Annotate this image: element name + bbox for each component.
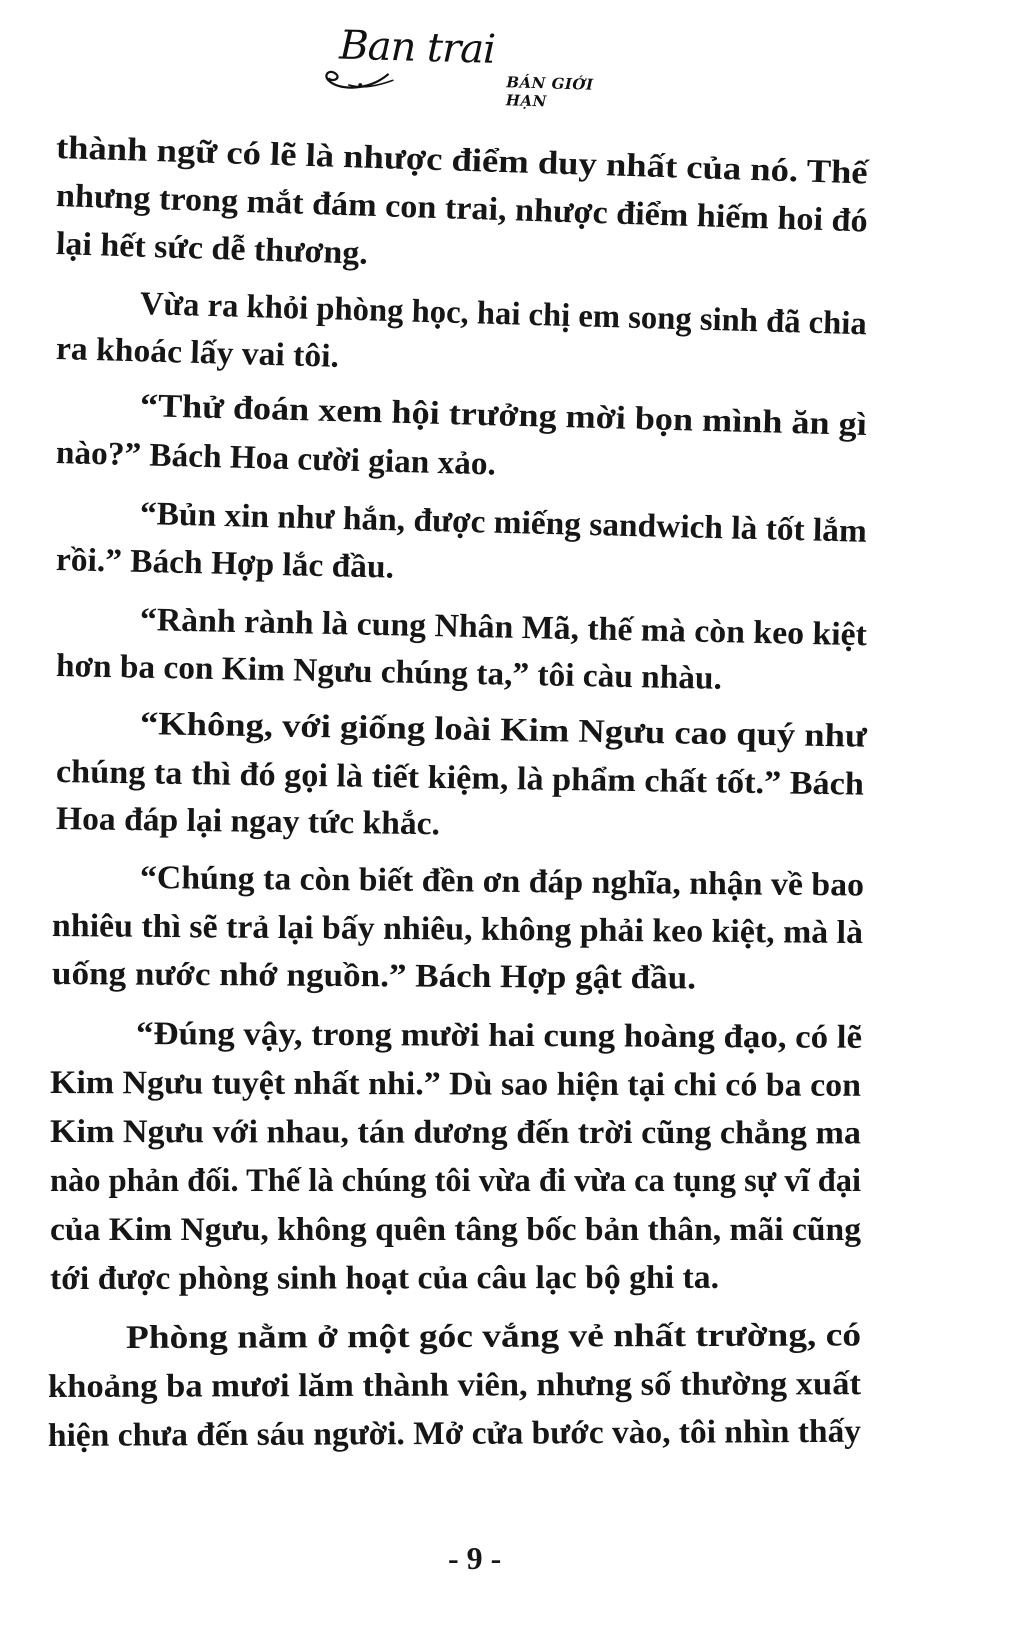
text-line: Hoa đáp lại ngay tức khắc. [55,801,441,843]
text-line: nào phản đối. Thế là chúng tôi vừa đi vừa ca tụng sự vĩ đại [50,1163,861,1199]
text-line: thành ngữ có lẽ là nhược điểm duy nhất của nó. Thế [55,130,869,192]
text-line: “Bủn xin như hắn, được miếng sandwich là tốt lắm [139,496,868,550]
text-line: Vừa ra khỏi phòng học, hai chị em song sinh đã chia [139,286,868,343]
text-line: uống nước nhớ nguồn.” Bách Hợp gật đầu. [51,956,697,997]
text-line: “Rành rành là cung Nhân Mã, thế mà còn keo kiệt [139,602,868,654]
book-title-script: Ban trai [338,22,496,73]
text-line: lại hết sức dễ thương. [55,226,369,272]
text-line: Kim Ngưu tuyệt nhất nhi.” Dù sao hiện tại chi có ba con [49,1065,862,1104]
text-line: hiện chưa đến sáu người. Mở cửa bước vào, tôi nhìn thấy [47,1413,862,1454]
text-line: “Không, với giống loài Kim Ngưu cao quý như [139,706,868,755]
text-line: của Kim Ngưu, không quên tâng bốc bản thân, mãi cũng [50,1212,861,1248]
text-line: “Thử đoán xem hội trưởng mời bọn mình ăn gì [139,388,868,444]
text-line: “Đúng vậy, trong mười hai cung hoàng đạo, có lẽ [135,1016,863,1056]
text-line: Phòng nằm ở một góc vắng vẻ nhất trường, có [125,1317,862,1356]
book-title-subtitle: BÁN GIỚI HẠN [505,73,594,111]
text-line: chúng ta thì đó gọi là tiết kiệm, là phẩm chất tốt.” Bách [55,754,865,803]
text-line: khoảng ba mươi lăm thành viên, nhưng số thường xuất [47,1366,862,1405]
text-line: ra khoác lấy vai tôi. [55,331,340,375]
text-line: rồi.” Bách Hợp lắc đầu. [55,542,395,586]
text-line: nào?” Bách Hoa cười gian xảo. [55,435,497,483]
text-line: tới được phòng sinh hoạt của câu lạc bộ ghi ta. [49,1259,720,1297]
page-number: - 9 - [448,1540,502,1576]
text-line: nhưng trong mắt đám con trai, nhược điểm hiếm hoi đó [55,178,869,240]
text-line: nhiêu thì sẽ trả lại bấy nhiêu, không phải keo kiệt, mà là [51,908,864,952]
text-line: “Chúng ta còn biết đền ơn đáp nghĩa, nhận về bao [139,860,865,904]
running-header [318,22,640,111]
text-line: Kim Ngưu với nhau, tán dương đến trời cũng chẳng ma [49,1114,862,1152]
text-line: hơn ba con Kim Ngưu chúng ta,” tôi càu nhàu. [55,648,723,697]
